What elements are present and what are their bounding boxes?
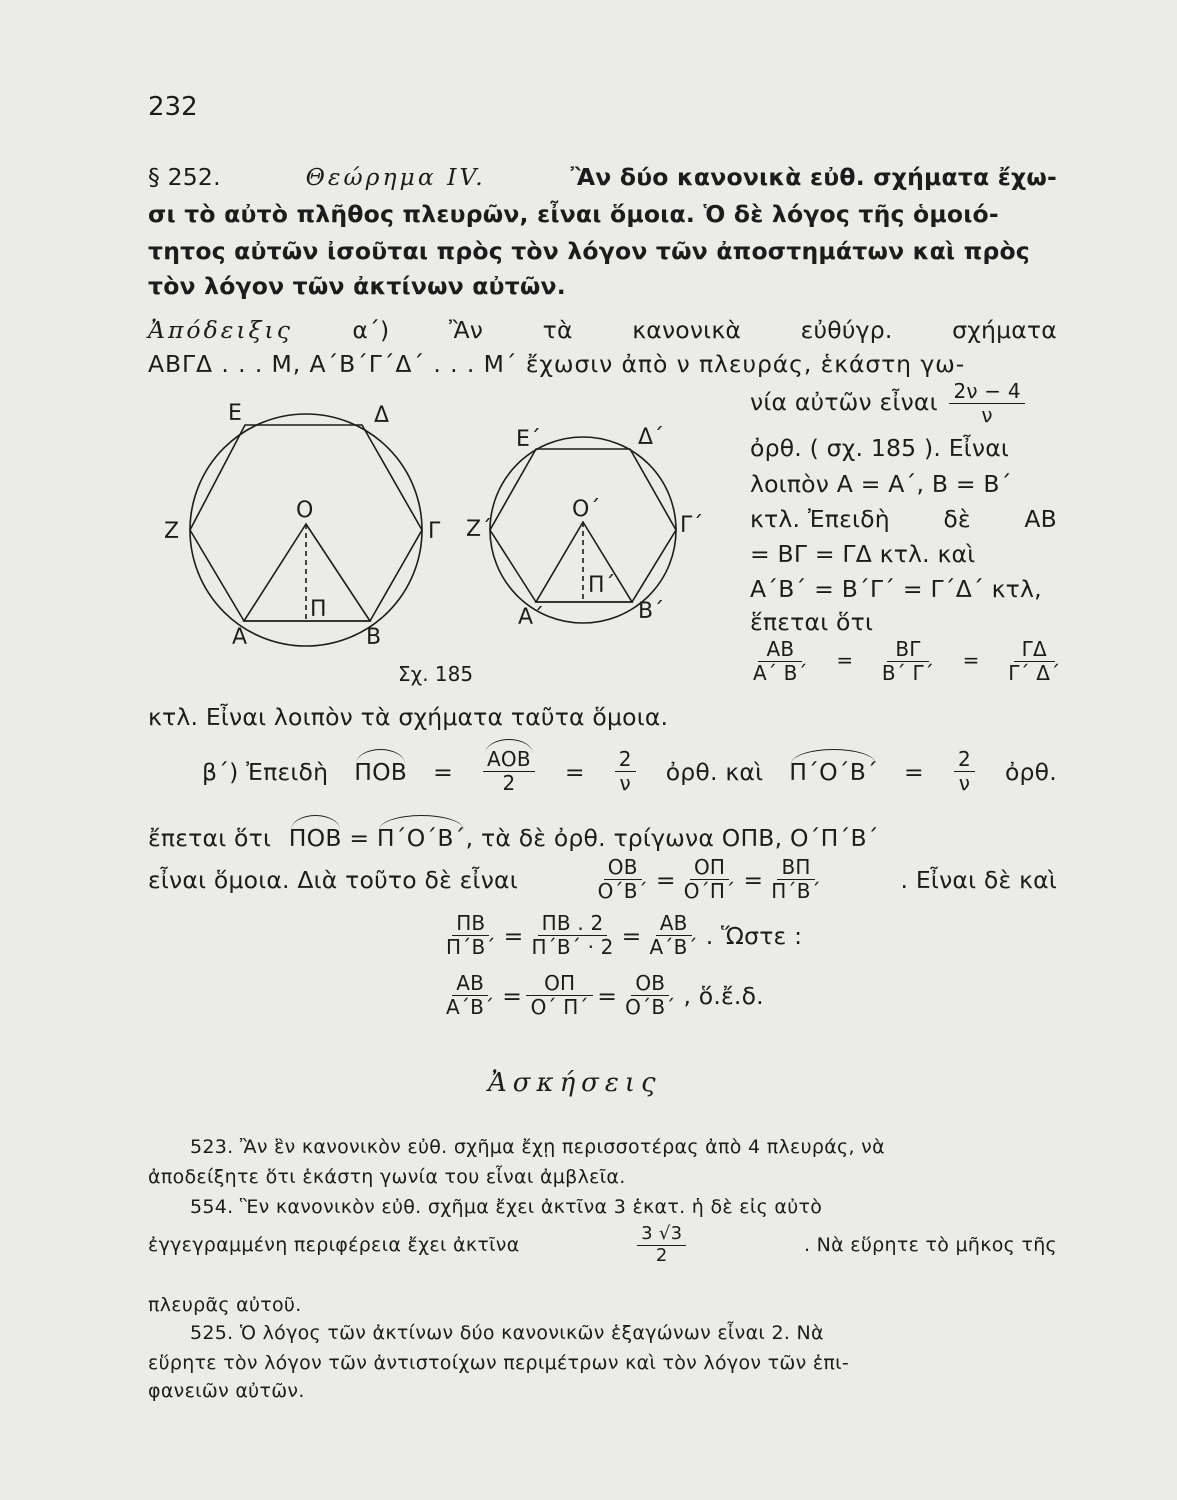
fraction xyxy=(767,856,825,903)
section-number: § 252. xyxy=(148,163,221,191)
proof-word: εὐθύγρ. xyxy=(800,316,893,344)
fraction-denominator: Β΄ Γ΄ xyxy=(881,661,935,685)
proof-line-2: ΑΒΓΔ . . . Μ, Α΄Β΄Γ΄Δ΄ . . . Μ΄ ἔχωσιν ἀπὸ ν πλευράς, ἑκάστη γω- xyxy=(148,350,966,378)
fraction-denominator: Π΄Β΄ · 2 xyxy=(531,935,614,959)
fraction xyxy=(621,972,679,1019)
theorem-line-2: σι τὸ αὐτὸ πλῆθος πλευρῶν, εἶναι ὅμοια. Ὁ δὲ λόγος τῆς ὁμοιό- xyxy=(148,200,999,228)
fraction-denominator: 2 xyxy=(502,771,516,795)
part-b-text: . Ὥστε : xyxy=(705,921,803,950)
equals-sign: = xyxy=(502,981,523,1010)
ratio-fraction xyxy=(749,638,812,685)
fraction-denominator: Ο΄ Π΄ xyxy=(530,995,589,1019)
equals-sign: = xyxy=(836,648,854,672)
fraction-numerator: ΒΠ xyxy=(777,856,814,880)
part-b-text: , τὰ δὲ ὀρθ. τρίγωνα ΟΠΒ, Ο΄Π΄Β΄ xyxy=(465,824,879,852)
part-b-text: ἔπεται ὅτι xyxy=(148,824,272,852)
equals-sign: = xyxy=(433,757,454,786)
part-b-text: εἶναι ὅμοια. Διὰ τοῦτο δὲ εἶναι xyxy=(148,865,518,894)
proof-word: Ἂν xyxy=(448,316,484,344)
fraction xyxy=(527,912,617,959)
exercise-525-line-1: 525. Ὁ λόγος τῶν ἀκτίνων δύο κανονικῶν ἑξαγώνων εἶναι 2. Νὰ xyxy=(190,1322,824,1344)
fraction-numerator: ΠΒ . 2 xyxy=(538,912,608,936)
fraction xyxy=(680,856,740,903)
label-O-prime: Ο΄ xyxy=(572,497,601,522)
fraction-denominator: Ο΄Β΄ xyxy=(597,879,648,903)
fraction-denominator: Α΄ Β΄ xyxy=(753,661,808,685)
equals-sign: = xyxy=(349,824,377,852)
proof-text: κτλ. Ἐπειδὴ xyxy=(750,505,890,533)
fraction-numerator: ΟΠ xyxy=(526,972,593,996)
label-D-prime: Δ΄ xyxy=(638,425,665,450)
fraction-denominator: ν xyxy=(619,771,631,795)
fraction-half-angle xyxy=(483,748,535,795)
part-b-line-2 xyxy=(148,824,879,852)
fraction xyxy=(442,972,498,1019)
proof-line-3 xyxy=(750,380,1029,427)
label-Z: Ζ xyxy=(164,519,180,544)
part-b-line-3 xyxy=(148,856,1057,903)
fraction xyxy=(442,912,500,959)
fraction-denominator: ν xyxy=(981,403,993,427)
fraction-numerator: 2 xyxy=(954,748,975,772)
exercise-554-line-2 xyxy=(148,1224,1057,1266)
fraction-numerator: ΑΒ xyxy=(452,972,488,996)
figure-185 xyxy=(160,390,720,655)
label-G: Γ xyxy=(428,519,441,544)
exercise-525-line-3: φανειῶν αὐτῶν. xyxy=(148,1380,305,1402)
fraction xyxy=(526,972,593,1019)
label-B: Β xyxy=(366,625,382,650)
label-G-prime: Γ΄ xyxy=(680,513,704,538)
fraction-numerator: ΟΒ xyxy=(604,856,642,880)
proof-word: σχήματα xyxy=(952,316,1057,344)
proof-line-7: = ΒΓ = ΓΔ κτλ. καὶ xyxy=(750,540,976,568)
theorem-line-3: τητος αὐτῶν ἰσοῦται πρὸς τὸν λόγον τῶν ἀποστημάτων καὶ πρὸς xyxy=(148,237,1030,265)
equals-sign: = xyxy=(962,648,980,672)
proof-line-9: ἕπεται ὅτι xyxy=(750,608,874,636)
qed-text: , ὅ.ἔ.δ. xyxy=(683,981,764,1010)
label-E: Ε xyxy=(228,401,242,426)
equals-sign: = xyxy=(621,921,642,950)
exercise-523-line-2: ἀποδείξητε ὅτι ἑκάστη γωνία του εἶναι ἀμβλεῖα. xyxy=(148,1166,626,1188)
fraction-denominator: Ο΄Π΄ xyxy=(683,879,736,903)
ratio-fraction xyxy=(878,638,938,685)
fraction-numerator: 2ν − 4 xyxy=(949,380,1024,404)
theorem-line-1 xyxy=(148,163,1057,191)
exercises-heading: Ἀσκήσεις xyxy=(488,1068,662,1098)
equals-sign: = xyxy=(597,981,618,1010)
radius-fraction xyxy=(637,1224,686,1266)
part-b-text: . Εἶναι δὲ καὶ xyxy=(900,865,1057,894)
exercise-523-line-1: 523. Ἂν ἓν κανονικὸν εὐθ. σχῆμα ἔχῃ περισσοτέρας ἀπὸ 4 πλευράς, νὰ xyxy=(190,1136,885,1158)
ratio-equation xyxy=(745,638,1068,685)
fraction-numerator: ΑΒ xyxy=(656,912,692,936)
exercise-554-line-1: 554. Ἓν κανονικὸν εὐθ. σχῆμα ἔχει ἀκτῖνα 3 ἑκατ. ἡ δὲ εἰς αὐτὸ xyxy=(190,1196,823,1218)
angle-POB: ΠΟΒ xyxy=(354,757,408,786)
fraction-denominator: Π΄Β΄ xyxy=(771,879,821,903)
exercise-525-line-2: εὕρητε τὸν λόγον τῶν ἀντιστοίχων περιμέτρων καὶ τὸν λόγον τῶν ἐπι- xyxy=(148,1352,850,1374)
label-P: Π xyxy=(310,597,327,622)
exercise-text: . Νὰ εὕρητε τὸ μῆκος τῆς xyxy=(803,1234,1057,1257)
equals-sign: = xyxy=(904,757,924,786)
fraction-denominator: Ο΄Β΄ xyxy=(625,995,676,1019)
theorem-text: Ἂν δύο κανονικὰ εὐθ. σχήματα ἔχω- xyxy=(570,163,1057,191)
exercise-554-line-3: πλευρᾶς αὐτοῦ. xyxy=(148,1294,302,1316)
label-A: Α xyxy=(232,625,248,650)
fraction-numerator: ΠΒ xyxy=(452,912,489,936)
figure-caption: Σχ. 185 xyxy=(398,662,474,686)
equals-sign: = xyxy=(743,865,764,894)
proof-label: Ἀπόδειξις xyxy=(148,316,293,344)
fraction-two-over-n xyxy=(954,748,975,795)
exercise-text: ἐγγεγραμμένη περιφέρεια ἔχει ἀκτῖνα xyxy=(148,1234,520,1257)
label-O: Ο xyxy=(296,498,314,523)
left-triangle xyxy=(244,524,370,621)
proof-line-8: Α΄Β΄ = Β΄Γ΄ = Γ΄Δ΄ κτλ, xyxy=(750,575,1042,603)
label-A-prime: Α΄ xyxy=(518,605,545,630)
left-circumcircle xyxy=(190,414,422,646)
label-E-prime: Ε΄ xyxy=(516,427,541,452)
part-b-line-1 xyxy=(148,748,1057,795)
equals-sign: = xyxy=(564,757,585,786)
fraction-two-over-n xyxy=(615,748,636,795)
proof-word: τὰ xyxy=(542,316,573,344)
proof-line-5: λοιπὸν Α = Α΄, Β = Β΄ xyxy=(750,470,1012,498)
fraction xyxy=(646,912,702,959)
fraction-numerator: ΑΟΒ xyxy=(483,748,535,772)
proof-text: δὲ xyxy=(943,505,971,533)
proof-line-4: ὀρθ. ( σχ. 185 ). Εἶναι xyxy=(750,434,1010,462)
equals-sign: = xyxy=(503,921,524,950)
fraction-numerator: 2 xyxy=(615,748,636,772)
label-P-prime: Π΄ xyxy=(588,573,616,598)
part-b-text: ὀρθ. καὶ xyxy=(665,757,764,786)
fraction-denominator: Α΄Β΄ xyxy=(446,995,495,1019)
label-B-prime: Β΄ xyxy=(638,599,665,624)
theorem-line-4: τὸν λόγον τῶν ἀκτίνων αὐτῶν. xyxy=(148,272,566,300)
fraction-numerator: ΓΔ xyxy=(1014,638,1055,662)
part-b-text: ὀρθ. xyxy=(1004,757,1057,786)
fraction xyxy=(594,856,652,903)
angle-POB: ΠΟΒ xyxy=(288,824,342,852)
theorem-label: Θεώρημα IV. xyxy=(305,163,486,191)
fraction-denominator: Α΄Β΄ xyxy=(649,935,698,959)
proof-word: κανονικὰ xyxy=(632,316,742,344)
part-b-label: β΄) Ἐπειδὴ xyxy=(202,757,329,786)
angle-POB-prime: Π΄Ο΄Β΄ xyxy=(376,824,466,852)
fraction-denominator: ν xyxy=(958,771,971,795)
ratio-fraction xyxy=(1004,638,1064,685)
fraction-denominator: Π΄Β΄ xyxy=(446,935,496,959)
fraction-denominator: Γ΄ Δ΄ xyxy=(1008,661,1061,685)
page-number: 232 xyxy=(148,92,198,122)
part-b-line-4 xyxy=(438,912,802,959)
proof-conclusion: κτλ. Εἶναι λοιπὸν τὰ σχήματα ταῦτα ὅμοια. xyxy=(148,703,669,731)
fraction-numerator: ΒΓ xyxy=(887,638,928,662)
fraction-numerator: ΟΠ xyxy=(690,856,729,880)
proof-line-1 xyxy=(148,316,1057,344)
right-triangle xyxy=(536,522,632,602)
equals-sign: = xyxy=(655,865,676,894)
fraction-numerator: 3 √3 xyxy=(637,1224,686,1246)
label-Z-prime: Ζ΄ xyxy=(466,517,493,542)
fraction-numerator: ΟΒ xyxy=(631,972,669,996)
angle-fraction xyxy=(949,380,1024,427)
fraction-numerator: ΑΒ xyxy=(758,638,802,662)
angle-POB-prime: Π΄Ο΄Β΄ xyxy=(789,757,879,786)
proof-text: ΑΒ xyxy=(1024,505,1057,533)
fraction-denominator: 2 xyxy=(655,1244,668,1266)
label-D: Δ xyxy=(374,403,390,428)
proof-line-6 xyxy=(750,505,1057,533)
proof-text: νία αὐτῶν εἶναι xyxy=(750,388,938,416)
part-b-line-5 xyxy=(438,972,764,1019)
ratio-chain xyxy=(590,856,829,903)
proof-word: α΄) xyxy=(352,316,390,344)
